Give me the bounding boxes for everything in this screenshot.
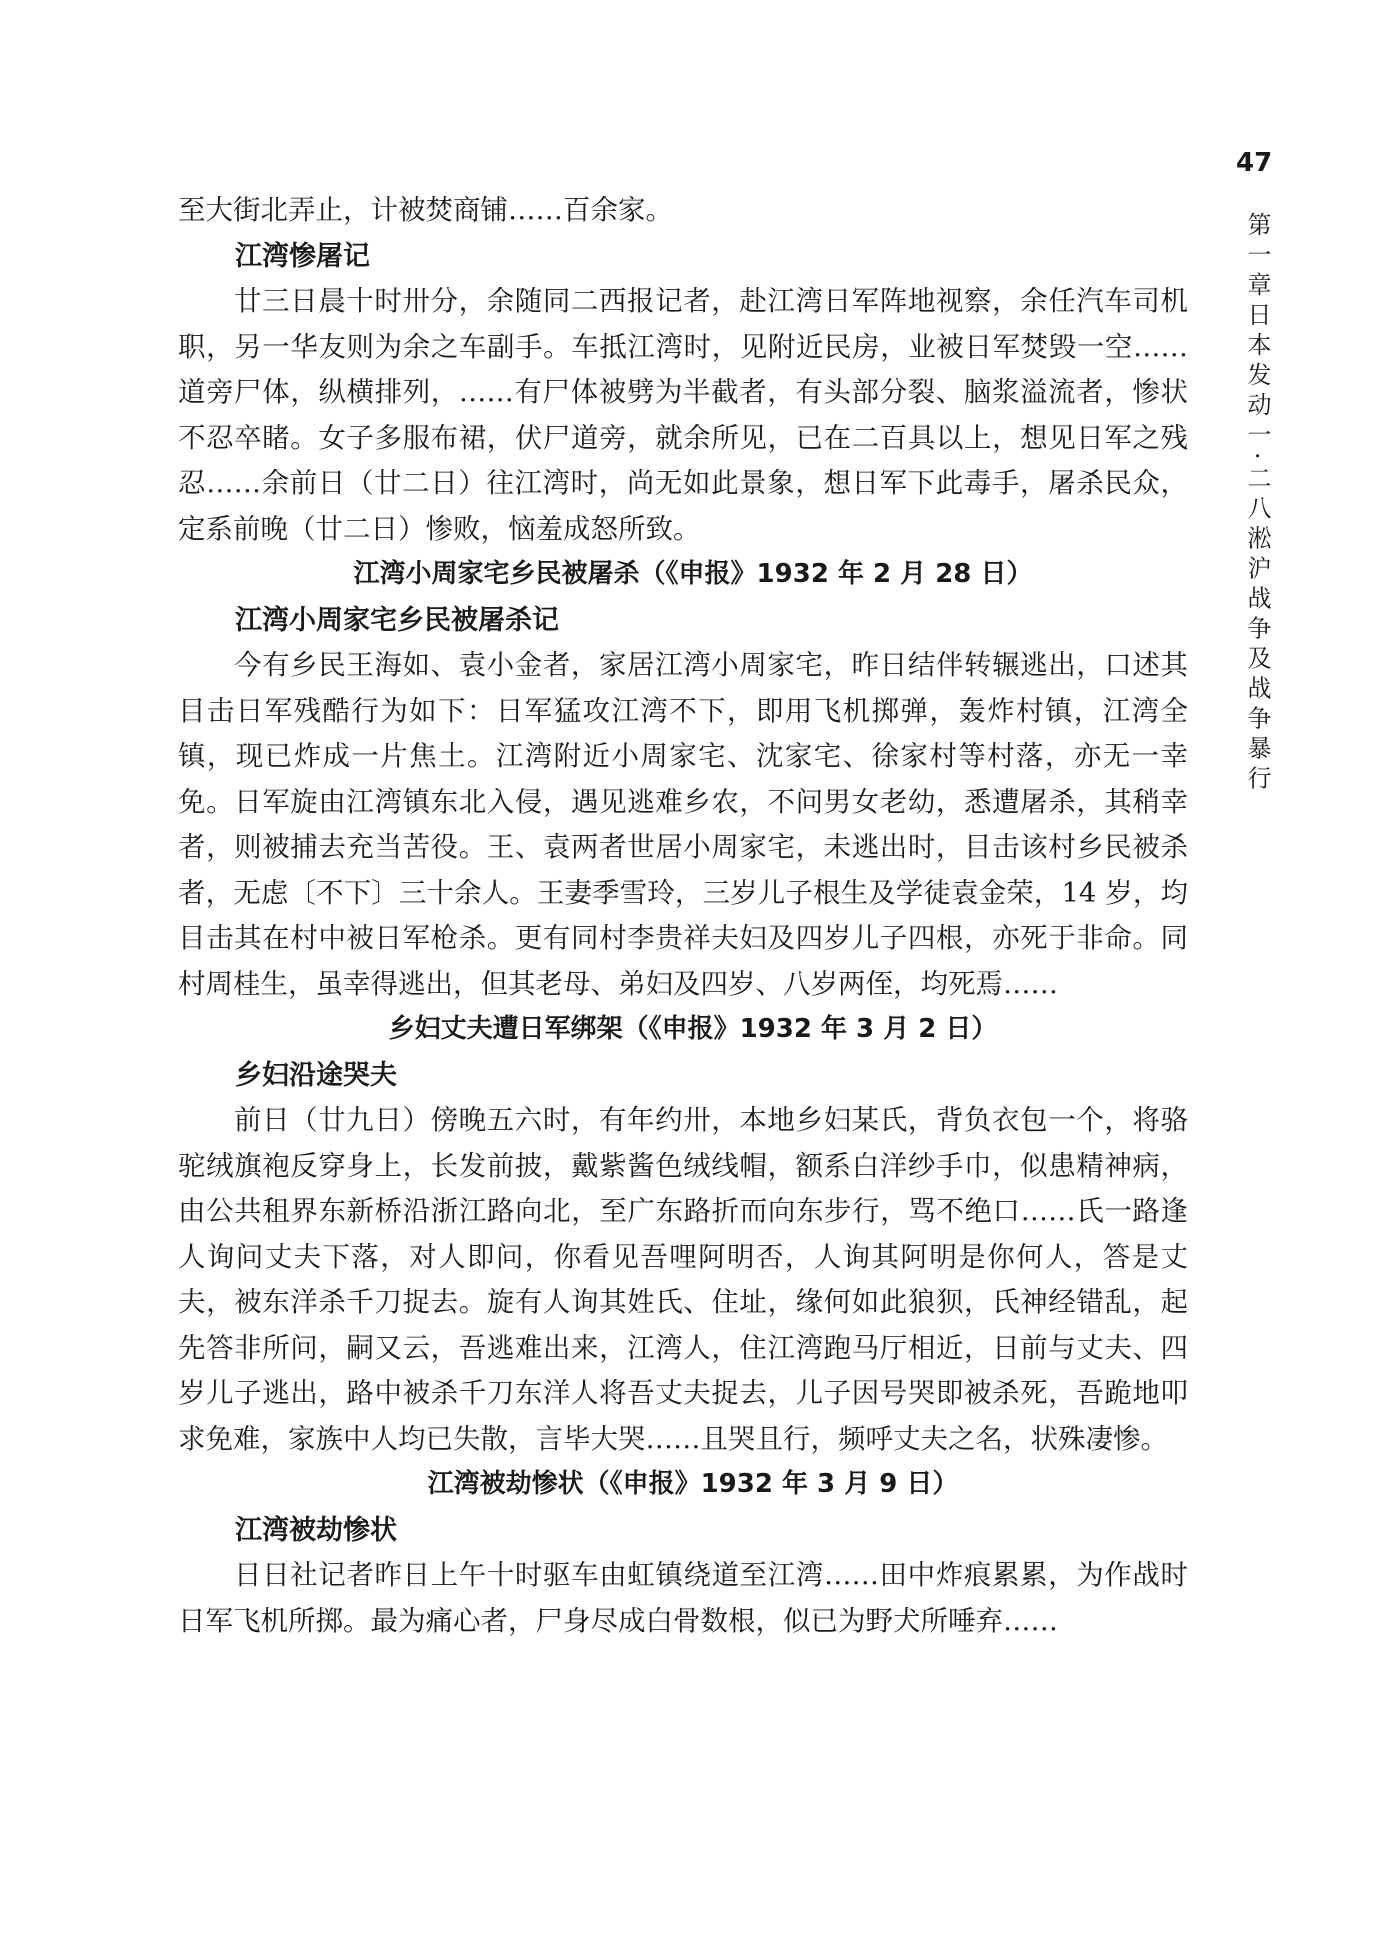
running-header-title: 日本发动一·二八淞沪战争及战争暴行 [1243, 302, 1271, 796]
running-header [1240, 212, 1274, 796]
section-title-zhoujiazhai: 江湾小周家宅乡民被屠杀（《申报》1932 年 2 月 28 日） [353, 559, 1033, 589]
paragraph-jiangwan-massacre: 廿三日晨十时卅分，余随同二西报记者，赴江湾日军阵地视察，余任汽车司机职，另一华友则为余之车副手。车抵江湾时，见附近民房，业被日军焚毁一空……道旁尸体，纵横排列，……有尸体被劈为半截者，有头部分裂、脑浆溢流者，惨状不忍卒睹。女子多服布裙，伏尸道旁，就余所见，已在二百具以上，想见日军之残忍……余前日（廿二日）往江湾时，尚无如此景象，想日军下此毒手，屠杀民众，定系前晚（廿二日）惨败，恼羞成怒所致。 [178, 285, 1188, 545]
page-number: 47 [1236, 148, 1273, 178]
paragraph-jiangwan-plundered: 日日社记者昨日上午十时驱车由虹镇绕道至江湾……田中炸痕累累，为作战时日军飞机所掷。最为痛心者，尸身尽成白骨数根，似已为野犬所唾弃…… [178, 1559, 1188, 1637]
subheading-zhoujiazhai: 江湾小周家宅乡民被屠杀记 [235, 604, 559, 636]
section-title-jiangwan-plundered: 江湾被劫惨状（《申报》1932 年 3 月 9 日） [427, 1469, 959, 1499]
subheading-jiangwan-plundered: 江湾被劫惨状 [235, 1514, 397, 1546]
running-header-chapter: 第一章 [1243, 212, 1271, 302]
section-title-husband-abducted: 乡妇丈夫遭日军绑架（《申报》1932 年 3 月 2 日） [388, 1014, 998, 1044]
subheading-jiangwan-massacre: 江湾惨屠记 [235, 240, 370, 272]
paragraph-continued: 至大街北弄止，计被焚商铺……百余家。 [178, 194, 673, 226]
paragraph-zhoujiazhai: 今有乡民王海如、袁小金者，家居江湾小周家宅，昨日结伴转辗逃出，口述其目击日军残酷行为如下：日军猛攻江湾不下，即用飞机掷弹，轰炸村镇，江湾全镇，现已炸成一片焦土。江湾附近小周家宅、沈家宅、徐家村等村落，亦无一幸免。日军旋由江湾镇东北入侵，遇见逃难乡农，不问男女老幼，悉遭屠杀，其稍幸者，则被捕去充当苦役。王、袁两者世居小周家宅，未逃出时，目击该村乡民被杀者，无虑〔不下〕三十余人。王妻季雪玲，三岁儿子根生及学徒袁金荣，14 岁，均目击其在村中被日军枪杀。更有同村李贵祥夫妇及四岁儿子四根，亦死于非命。同村周桂生，虽幸得逃出，但其老母、弟妇及四岁、八岁两侄，均死焉…… [178, 649, 1188, 1000]
paragraph-weeping-wife: 前日（廿九日）傍晚五六时，有年约卅，本地乡妇某氏，背负衣包一个，将骆驼绒旗袍反穿身上，长发前披，戴紫酱色绒线帽，额系白洋纱手巾，似患精神病，由公共租界东新桥沿浙江路向北，至广东路折而向东步行，骂不绝口……氏一路逢人询问丈夫下落，对人即问，你看见吾哩阿明否，人询其阿明是你何人，答是丈夫，被东洋杀千刀捉去。旋有人询其姓氏、住址，缘何如此狼狈，氏神经错乱，起先答非所问，嗣又云，吾逃难出来，江湾人，住江湾跑马厅相近，日前与丈夫、四岁儿子逃出，路中被杀千刀东洋人将吾丈夫捉去，儿子因号哭即被杀死，吾跪地叩求免难，家族中人均已失散，言毕大哭……且哭且行，频呼丈夫之名，状殊凄惨。 [178, 1104, 1188, 1455]
subheading-weeping-wife: 乡妇沿途哭夫 [235, 1059, 397, 1091]
page-body [178, 188, 1188, 1644]
